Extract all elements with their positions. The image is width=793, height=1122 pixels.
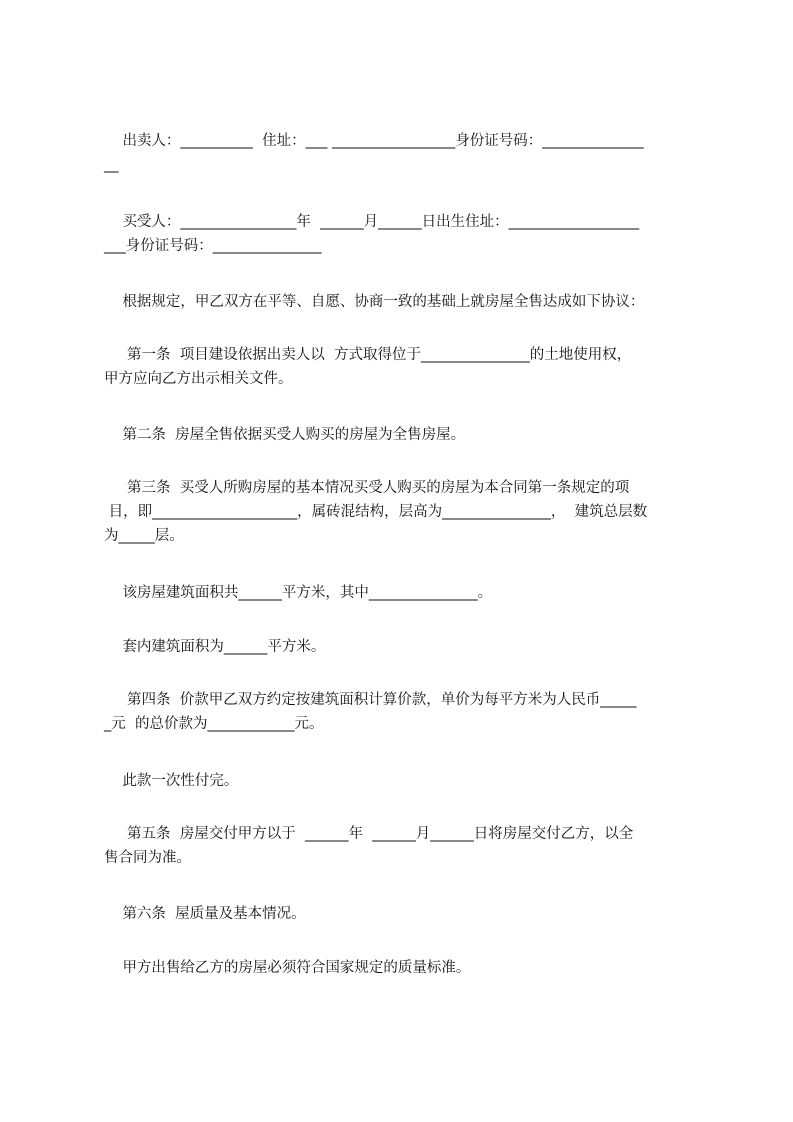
seller-info-paragraph: 出卖人：__________ 住址：___ _________________身份证号码：______________ __ bbox=[104, 133, 644, 173]
article-6-paragraph: 第六条 屋质量及基本情况。 bbox=[104, 906, 306, 922]
agreement-intro-paragraph: 根据规定，甲乙双方在平等、自愿、协商一致的基础上就房屋全售达成如下协议： bbox=[104, 294, 645, 310]
building-area-paragraph: 该房屋建筑面积共______平方米，其中_______________。 bbox=[104, 585, 493, 601]
article-4-paragraph: 第四条 价款甲乙双方约定按建筑面积计算价款，单价为每平方米为人民币_____ _元 的总价款为____________元。 bbox=[104, 692, 637, 732]
article-1-paragraph: 第一条 项目建设依据出卖人以 方式取得位于_______________的土地使用权， 甲方应向乙方出示相关文件。 bbox=[104, 347, 632, 387]
inner-area-paragraph: 套内建筑面积为______平方米。 bbox=[104, 639, 326, 655]
article-3-paragraph: 第三条 买受人所购房屋的基本情况买受人购买的房屋为本合同第一条规定的项 目，即____________________，属砖混结构，层高为_______________， 建筑总层数 为_____层。 bbox=[104, 480, 648, 544]
buyer-info-paragraph: 买受人：________________年 ______月______日出生住址：__________________ ___身份证号码：_______________ bbox=[104, 214, 640, 254]
quality-standard-paragraph: 甲方出售给乙方的房屋必须符合国家规定的质量标准。 bbox=[104, 960, 471, 976]
payment-paragraph: 此款一次性付完。 bbox=[104, 773, 239, 789]
article-2-paragraph: 第二条 房屋全售依据买受人购买的房屋为全售房屋。 bbox=[104, 427, 466, 443]
article-5-paragraph: 第五条 房屋交付甲方以于 ______年 ______月______日将房屋交付乙方，以全 售合同为准。 bbox=[104, 826, 634, 866]
